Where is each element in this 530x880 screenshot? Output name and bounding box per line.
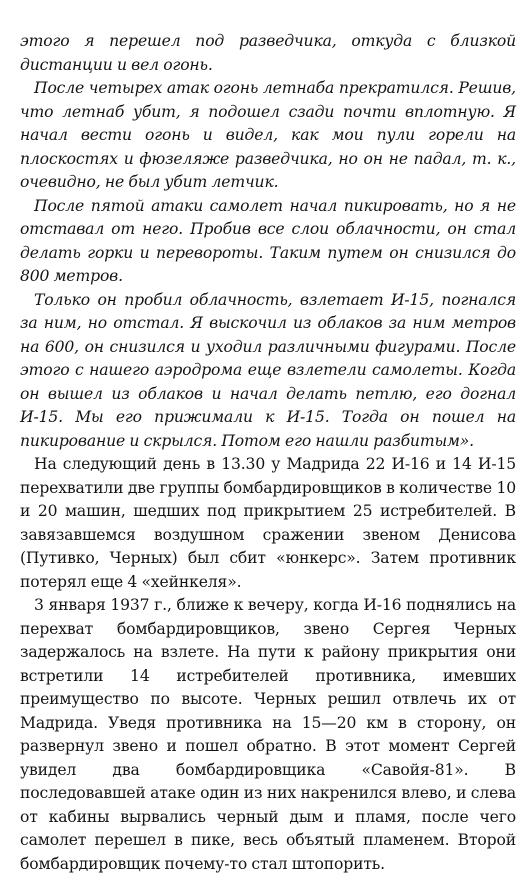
quote-paragraph-2: После четырех атак огонь летнаба прекратился. Решив, что летнаб убит, я подошел сзади почти вплотную. Я начал вести огонь и видел, как мои пули горели на плоскостях и фюзеляже разведчика, но он не падал, т. к., очевидно, не был убит летчик. bbox=[20, 79, 516, 191]
quote-paragraph-1: этого я перешел под разведчика, откуда с близкой дистанции и вел огонь. bbox=[20, 32, 516, 74]
quote-paragraph-4: Только он пробил облачность, взлетает И-15, погнался за ним, но отстал. Я выскочил из облаков за ним метров на 600, он снизился и уходил различными фигурами. После этого с нашего аэродрома еще взлетели самолеты. Когда он вышел из облаков и начал делать петлю, его догнал И-15. Мы его прижимали к И-15. Тогда он пошел на пикирование и скрылся. Потом его нашли разбитым». bbox=[20, 290, 516, 450]
body-paragraph-2: 3 января 1937 г., ближе к вечеру, когда И-16 поднялись на перехват бомбардировщиков, звено Сергея Черных задержалось на взлете. На пути к району прикрытия они встретили 14 истребителей противника, имевших преимущество по высоте. Черных решил отвлечь их от Мадрида. Уведя противника на 15—20 км в сторону, он развернул звено и пошел обратно. В этот момент Сергей увидел два бомбардировщика «Савойя-81». В последовавшей атаке один из них накренился влево, и слева от кабины вырвались черный дым и пламя, после чего самолет перешел в пике, весь объятый пламенем. Второй бомбардировщик почему-то стал штопорить. bbox=[20, 596, 516, 873]
body-paragraph-1: На следующий день в 13.30 у Мадрида 22 И-16 и 14 И-15 перехватили две группы бомбардировщиков в количестве 10 и 20 машин, шедших под прикрытием 25 истребителей. В завязавшемся воздушном сражении звеном Денисова (Путивко, Черных) был сбит «юнкерс». Затем противник потерял еще 4 «хейнкеля». bbox=[20, 455, 516, 591]
quote-paragraph-3: После пятой атаки самолет начал пикировать, но я не отставал от него. Пробив все слои облачности, он стал делать горки и перевороты. Таким путем он снизился до 800 метров. bbox=[20, 196, 516, 285]
